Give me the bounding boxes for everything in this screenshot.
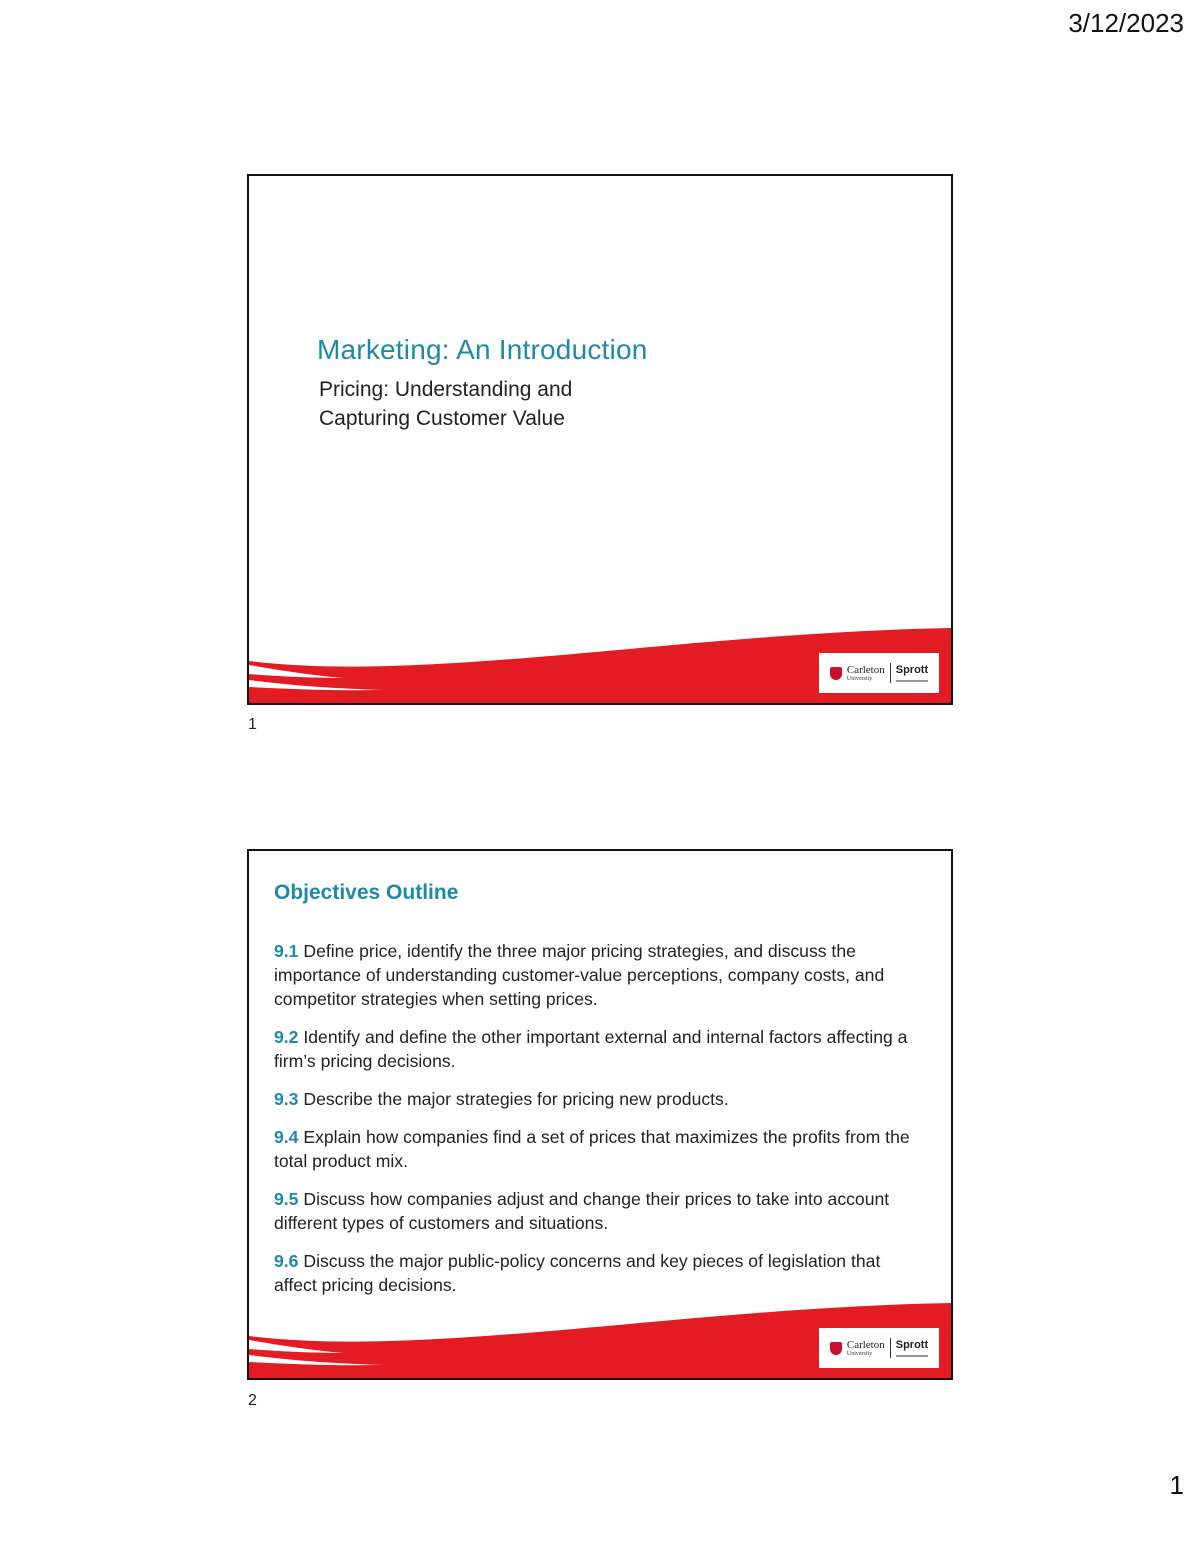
- carleton-shield-icon: [830, 667, 842, 680]
- slide-title: [247, 174, 953, 705]
- objective-item: [274, 1187, 914, 1235]
- logo-sprott-text: Sprott: [895, 663, 929, 676]
- objective-code: 9.5: [274, 1189, 299, 1209]
- objective-code: 9.1: [274, 941, 299, 961]
- objective-item: [274, 1249, 914, 1297]
- carleton-shield-icon: [830, 1342, 842, 1355]
- logo-carleton-text: Carleton: [846, 1338, 885, 1351]
- logo-sprott-underline: [896, 680, 928, 682]
- page-number: 1: [1169, 1470, 1184, 1500]
- objective-item: [274, 939, 914, 1011]
- objective-text: Identify and define the other important external and internal factors affecting a firm’s pricing decisions.: [274, 1027, 908, 1071]
- objective-item: [274, 1025, 914, 1073]
- logo-university-text: University: [846, 1350, 873, 1357]
- slide-title-subtitle: Pricing: Understanding and Capturing Customer Value: [319, 378, 573, 430]
- objective-text: Discuss the major public-policy concerns and key pieces of legislation that affect pricing decisions.: [274, 1251, 881, 1295]
- logo-university-text: University: [846, 675, 873, 682]
- objective-text: Define price, identify the three major pricing strategies, and discuss the importance of understanding customer-value perceptions, company costs, and competitor strategies when setting prices.: [274, 941, 885, 1009]
- objective-item: [274, 1087, 914, 1111]
- objective-code: 9.4: [274, 1127, 299, 1147]
- logo-divider: [890, 663, 891, 683]
- logo-divider: [890, 1338, 891, 1358]
- objective-code: 9.6: [274, 1251, 299, 1271]
- objective-code: 9.3: [274, 1089, 299, 1109]
- page-date: 3/12/2023: [1068, 8, 1184, 38]
- objective-text: Explain how companies find a set of prices that maximizes the profits from the total product mix.: [274, 1127, 910, 1171]
- logo-sprott-underline: [896, 1355, 928, 1357]
- carleton-sprott-logo: [819, 1328, 939, 1368]
- carleton-sprott-logo: [819, 653, 939, 693]
- slide-title-heading: Marketing: An Introduction: [317, 334, 648, 365]
- slide-number: 1: [248, 716, 257, 733]
- objective-text: Discuss how companies adjust and change their prices to take into account different types of customers and situations.: [274, 1189, 890, 1233]
- objective-text: Describe the major strategies for pricing new products.: [303, 1089, 729, 1109]
- objective-code: 9.2: [274, 1027, 299, 1047]
- objective-item: [274, 1125, 914, 1173]
- logo-carleton-text: Carleton: [846, 663, 885, 676]
- slide-number: 2: [248, 1392, 257, 1409]
- logo-sprott-text: Sprott: [895, 1338, 929, 1351]
- objectives-list: [274, 939, 914, 1311]
- objectives-heading: Objectives Outline: [274, 881, 459, 904]
- slide-objectives: [247, 849, 953, 1380]
